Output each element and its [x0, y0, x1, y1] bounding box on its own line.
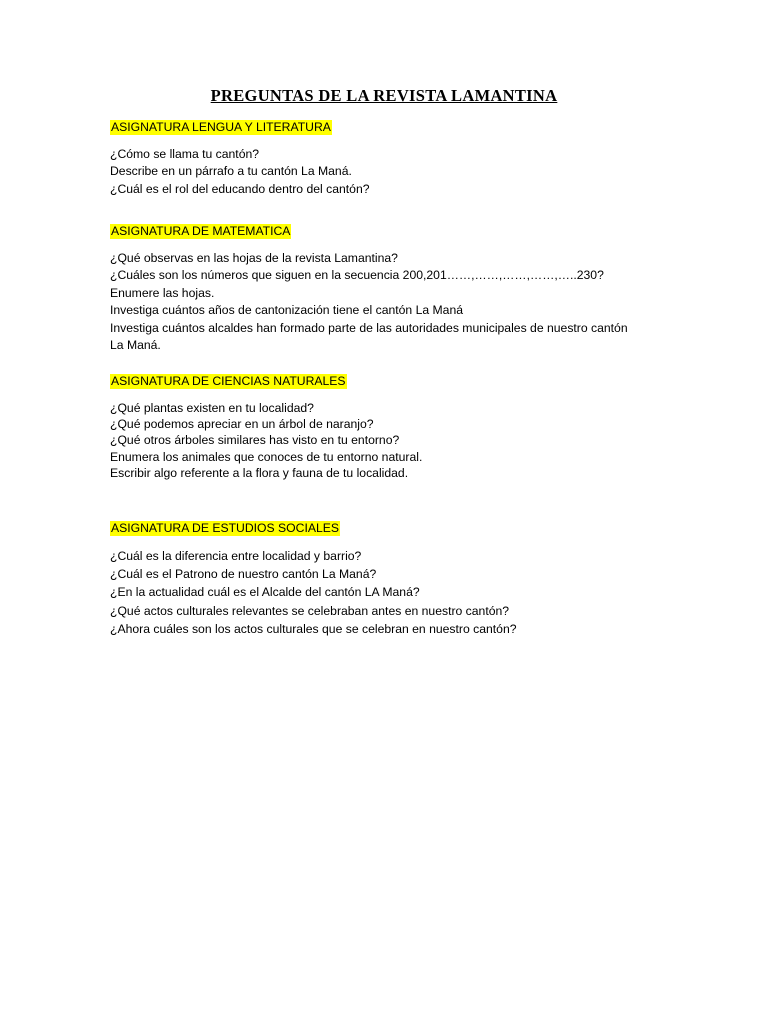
question-line: ¿Ahora cuáles son los actos culturales que se celebran en nuestro cantón? — [110, 621, 517, 636]
document-title: PREGUNTAS DE LA REVISTA LAMANTINA — [210, 86, 558, 105]
question-line: ¿Qué podemos apreciar en un árbol de naranjo? — [110, 417, 374, 432]
section-heading: ASIGNATURA DE MATEMATICA — [111, 224, 291, 238]
question-line: Describe en un párrafo a tu cantón La Maná. — [110, 164, 352, 179]
question-line: ¿Cuál es la diferencia entre localidad y barrio? — [110, 549, 362, 563]
question-line: ¿Qué plantas existen en tu localidad? — [110, 401, 314, 415]
question-line: ¿Cuáles son los números que siguen en la secuencia 200,201……,……,……,……,…..230? — [110, 268, 604, 283]
question-list — [110, 547, 670, 638]
question-line: Escribir algo referente a la flora y fauna de tu localidad. — [110, 465, 409, 480]
question-line: Enumere las hojas. — [110, 285, 215, 300]
question-line: ¿Qué otros árboles similares has visto en tu entorno? — [110, 433, 400, 448]
question-line: Investiga cuántos alcaldes han formado parte de las autoridades municipales de nuestro cantón — [110, 320, 628, 335]
question-line: ¿En la actualidad cuál es el Alcalde del cantón LA Maná? — [110, 585, 420, 600]
question-list — [110, 146, 670, 198]
question-line: ¿Qué actos culturales relevantes se celebraban antes en nuestro cantón? — [110, 603, 510, 618]
question-list — [110, 400, 670, 481]
question-line: ¿Cómo se llama tu cantón? — [110, 147, 260, 161]
section-heading: ASIGNATURA DE CIENCIAS NATURALES — [111, 374, 346, 388]
section-estudios-sociales — [110, 519, 670, 638]
question-line: Investiga cuántos años de cantonización tiene el cantón La Maná — [110, 303, 464, 318]
question-line: ¿Cuál es el rol del educando dentro del cantón? — [110, 181, 370, 196]
section-ciencias-naturales — [110, 372, 670, 481]
question-line: ¿Cuál es el Patrono de nuestro cantón La Maná? — [110, 567, 377, 582]
section-heading: ASIGNATURA DE ESTUDIOS SOCIALES — [111, 521, 340, 535]
section-heading: ASIGNATURA LENGUA Y LITERATURA — [111, 120, 331, 134]
question-line: ¿Qué observas en las hojas de la revista Lamantina? — [110, 251, 398, 265]
question-line: La Maná. — [110, 338, 161, 353]
question-list — [110, 250, 670, 354]
section-matematica — [110, 222, 670, 354]
question-line: Enumera los animales que conoces de tu entorno natural. — [110, 449, 423, 464]
section-lengua-literatura — [110, 118, 670, 198]
